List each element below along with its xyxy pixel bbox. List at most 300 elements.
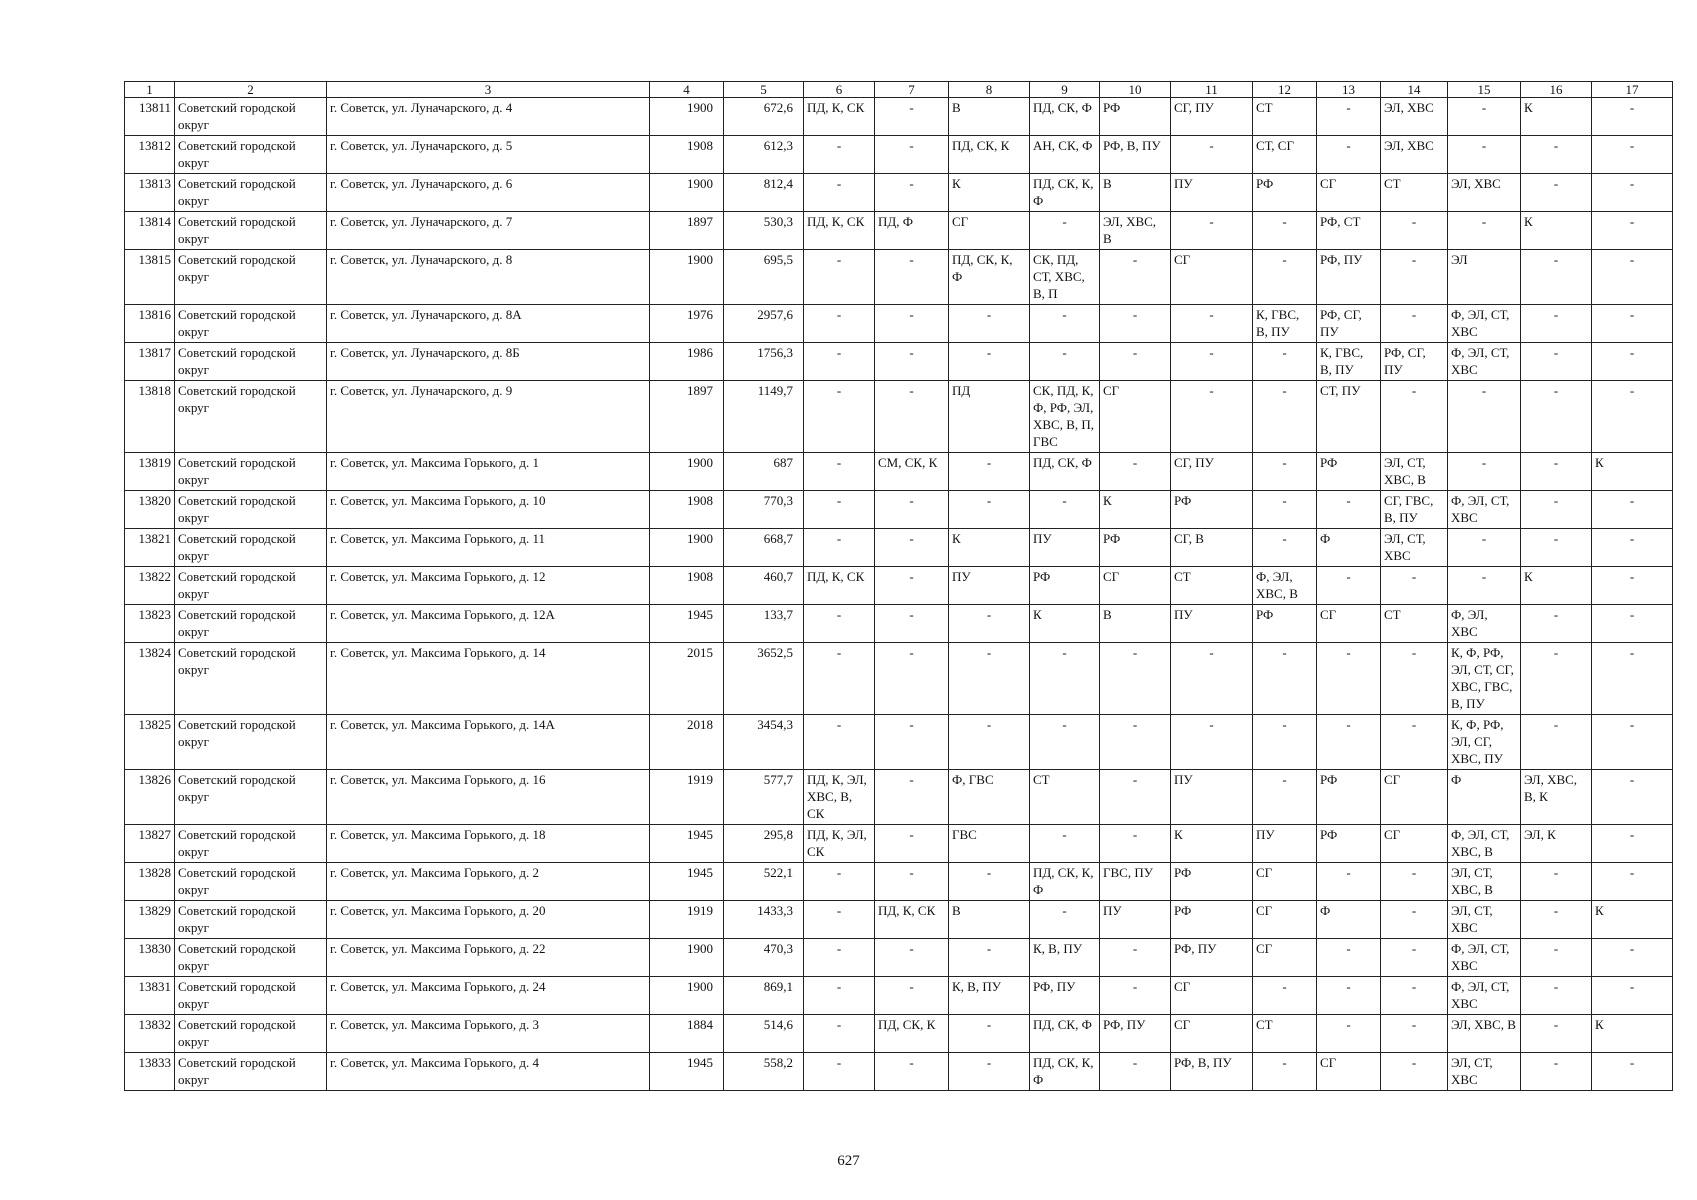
table-cell: РФ, СТ bbox=[1317, 212, 1381, 250]
table-cell: ПД, К, СК bbox=[804, 98, 875, 136]
table-cell: - bbox=[804, 901, 875, 939]
column-header: 2 bbox=[175, 82, 327, 98]
table-cell: К, ГВС, В, ПУ bbox=[1317, 343, 1381, 381]
table-cell: - bbox=[804, 863, 875, 901]
table-row bbox=[125, 174, 1673, 212]
table-cell: - bbox=[1030, 343, 1100, 381]
table-cell: К bbox=[1521, 567, 1592, 605]
table-cell: - bbox=[875, 977, 949, 1015]
table-cell: г. Советск, ул. Максима Горького, д. 14А bbox=[327, 715, 650, 770]
table-cell: - bbox=[1381, 1015, 1448, 1053]
table-cell: ПД, Ф bbox=[875, 212, 949, 250]
table-cell: - bbox=[875, 491, 949, 529]
table-cell: 13820 bbox=[125, 491, 175, 529]
table-cell: - bbox=[1253, 212, 1317, 250]
table-cell: 1919 bbox=[650, 770, 724, 825]
table-cell: - bbox=[1253, 715, 1317, 770]
table-cell: - bbox=[1100, 453, 1171, 491]
table-cell: 668,7 bbox=[724, 529, 804, 567]
column-header: 7 bbox=[875, 82, 949, 98]
table-cell: - bbox=[1592, 567, 1673, 605]
table-cell: - bbox=[804, 250, 875, 305]
table-row bbox=[125, 825, 1673, 863]
table-cell: СГ bbox=[1253, 863, 1317, 901]
table-row bbox=[125, 567, 1673, 605]
table-cell: СТ bbox=[1381, 605, 1448, 643]
table-cell: 1149,7 bbox=[724, 381, 804, 453]
table-row bbox=[125, 381, 1673, 453]
table-cell: - bbox=[949, 715, 1030, 770]
table-cell: ПД, К, СК bbox=[804, 212, 875, 250]
table-cell: - bbox=[1592, 343, 1673, 381]
table-cell: - bbox=[1592, 605, 1673, 643]
table-row bbox=[125, 529, 1673, 567]
table-cell: - bbox=[804, 174, 875, 212]
table-cell: - bbox=[949, 491, 1030, 529]
table-cell: ПУ bbox=[1253, 825, 1317, 863]
table-cell: - bbox=[1317, 939, 1381, 977]
table-cell: - bbox=[1448, 381, 1521, 453]
table-cell: - bbox=[1521, 1053, 1592, 1091]
table-cell: - bbox=[1592, 715, 1673, 770]
table-cell: г. Советск, ул. Максима Горького, д. 4 bbox=[327, 1053, 650, 1091]
table-cell: - bbox=[1592, 305, 1673, 343]
table-cell: Ф, ГВС bbox=[949, 770, 1030, 825]
table-cell: 1945 bbox=[650, 605, 724, 643]
table-cell: СГ bbox=[1253, 901, 1317, 939]
table-cell: - bbox=[875, 939, 949, 977]
table-cell: Ф, ЭЛ, СТ, ХВС, В bbox=[1448, 825, 1521, 863]
table-cell: г. Советск, ул. Луначарского, д. 4 bbox=[327, 98, 650, 136]
table-cell: ЭЛ, ХВС, В bbox=[1100, 212, 1171, 250]
table-cell: К bbox=[1592, 901, 1673, 939]
table-cell: - bbox=[1381, 901, 1448, 939]
table-cell: 695,5 bbox=[724, 250, 804, 305]
table-cell: - bbox=[1381, 567, 1448, 605]
table-cell: СТ bbox=[1253, 1015, 1317, 1053]
table-cell: ПД, СК, Ф bbox=[1030, 98, 1100, 136]
column-header: 11 bbox=[1171, 82, 1253, 98]
column-header: 10 bbox=[1100, 82, 1171, 98]
table-cell: - bbox=[1317, 1015, 1381, 1053]
table-cell: Советский городской округ bbox=[175, 381, 327, 453]
table-cell: СГ bbox=[1171, 977, 1253, 1015]
table-cell: - bbox=[804, 136, 875, 174]
table-cell: г. Советск, ул. Максима Горького, д. 10 bbox=[327, 491, 650, 529]
table-cell: 13831 bbox=[125, 977, 175, 1015]
table-cell: - bbox=[1521, 901, 1592, 939]
table-cell: ПУ bbox=[1171, 770, 1253, 825]
table-cell: К bbox=[1521, 98, 1592, 136]
table-cell: 1884 bbox=[650, 1015, 724, 1053]
table-cell: РФ bbox=[1100, 98, 1171, 136]
table-header bbox=[125, 82, 1673, 98]
table-cell: 1900 bbox=[650, 939, 724, 977]
table-cell: г. Советск, ул. Луначарского, д. 6 bbox=[327, 174, 650, 212]
column-header: 8 bbox=[949, 82, 1030, 98]
table-cell: г. Советск, ул. Максима Горького, д. 16 bbox=[327, 770, 650, 825]
column-header: 17 bbox=[1592, 82, 1673, 98]
table-row bbox=[125, 770, 1673, 825]
table-cell: К bbox=[1521, 212, 1592, 250]
table-cell: - bbox=[1448, 567, 1521, 605]
table-cell: Советский городской округ bbox=[175, 136, 327, 174]
table-cell: - bbox=[1253, 1053, 1317, 1091]
table-cell: 1919 bbox=[650, 901, 724, 939]
table-cell: ПУ bbox=[1171, 174, 1253, 212]
table-cell: ГВС, ПУ bbox=[1100, 863, 1171, 901]
column-header: 4 bbox=[650, 82, 724, 98]
table-cell: 770,3 bbox=[724, 491, 804, 529]
table-cell: - bbox=[1100, 1053, 1171, 1091]
table-cell: 460,7 bbox=[724, 567, 804, 605]
table-cell: - bbox=[1521, 491, 1592, 529]
table-cell: - bbox=[1317, 643, 1381, 715]
table-cell: - bbox=[1100, 715, 1171, 770]
table-cell: СК, ПД, СТ, ХВС, В, П bbox=[1030, 250, 1100, 305]
table-cell: СГ, ПУ bbox=[1171, 453, 1253, 491]
register-table bbox=[124, 81, 1673, 1091]
table-row bbox=[125, 491, 1673, 529]
table-row bbox=[125, 453, 1673, 491]
table-cell: 3652,5 bbox=[724, 643, 804, 715]
table-cell: 13827 bbox=[125, 825, 175, 863]
table-cell: - bbox=[1521, 381, 1592, 453]
table-cell: - bbox=[875, 770, 949, 825]
table-cell: 13816 bbox=[125, 305, 175, 343]
table-row bbox=[125, 305, 1673, 343]
table-cell: В bbox=[1100, 605, 1171, 643]
table-cell: - bbox=[1521, 977, 1592, 1015]
table-cell: - bbox=[1030, 715, 1100, 770]
table-cell: - bbox=[804, 491, 875, 529]
table-cell: 2957,6 bbox=[724, 305, 804, 343]
table-cell: ПД, СК, К bbox=[949, 136, 1030, 174]
table-cell: - bbox=[1100, 939, 1171, 977]
table-cell: Советский городской округ bbox=[175, 453, 327, 491]
table-cell: Советский городской округ bbox=[175, 98, 327, 136]
table-cell: Ф bbox=[1448, 770, 1521, 825]
table-cell: 13813 bbox=[125, 174, 175, 212]
table-cell: 869,1 bbox=[724, 977, 804, 1015]
table-cell: СГ bbox=[1317, 174, 1381, 212]
table-cell: - bbox=[1171, 305, 1253, 343]
table-cell: - bbox=[1100, 305, 1171, 343]
table-cell: ЭЛ, СТ, ХВС bbox=[1448, 1053, 1521, 1091]
table-row bbox=[125, 343, 1673, 381]
table-cell: - bbox=[1171, 381, 1253, 453]
table-cell: СГ bbox=[1253, 939, 1317, 977]
table-cell: г. Советск, ул. Максима Горького, д. 2 bbox=[327, 863, 650, 901]
table-cell: - bbox=[1381, 1053, 1448, 1091]
table-cell: - bbox=[1521, 343, 1592, 381]
table-row bbox=[125, 250, 1673, 305]
table-cell: Советский городской округ bbox=[175, 343, 327, 381]
table-cell: - bbox=[1100, 825, 1171, 863]
table-cell: 1433,3 bbox=[724, 901, 804, 939]
table-row bbox=[125, 863, 1673, 901]
table-cell: Советский городской округ bbox=[175, 1053, 327, 1091]
table-cell: 13814 bbox=[125, 212, 175, 250]
column-header: 5 bbox=[724, 82, 804, 98]
table-cell: 13817 bbox=[125, 343, 175, 381]
table-cell: - bbox=[875, 643, 949, 715]
table-cell: - bbox=[1171, 343, 1253, 381]
table-cell: - bbox=[804, 1015, 875, 1053]
table-row bbox=[125, 1015, 1673, 1053]
column-header: 1 bbox=[125, 82, 175, 98]
table-cell: - bbox=[1381, 977, 1448, 1015]
table-cell: г. Советск, ул. Луначарского, д. 9 bbox=[327, 381, 650, 453]
table-cell: - bbox=[1592, 212, 1673, 250]
table-cell: РФ bbox=[1171, 901, 1253, 939]
table-cell: - bbox=[1381, 250, 1448, 305]
table-cell: - bbox=[1171, 643, 1253, 715]
table-row bbox=[125, 605, 1673, 643]
table-cell: 13822 bbox=[125, 567, 175, 605]
table-cell: - bbox=[1592, 136, 1673, 174]
table-cell: 1900 bbox=[650, 98, 724, 136]
table-cell: ЭЛ, СТ, ХВС, В bbox=[1381, 453, 1448, 491]
column-header: 6 bbox=[804, 82, 875, 98]
table-cell: 1908 bbox=[650, 136, 724, 174]
table-cell: - bbox=[804, 715, 875, 770]
table-cell: К, В, ПУ bbox=[949, 977, 1030, 1015]
table-cell: Ф, ЭЛ, СТ, ХВС bbox=[1448, 491, 1521, 529]
table-cell: В bbox=[1100, 174, 1171, 212]
table-cell: - bbox=[949, 863, 1030, 901]
table-cell: Советский городской округ bbox=[175, 529, 327, 567]
table-cell: 1945 bbox=[650, 1053, 724, 1091]
table-cell: - bbox=[875, 174, 949, 212]
table-cell: - bbox=[804, 939, 875, 977]
table-cell: Ф bbox=[1317, 901, 1381, 939]
table-cell: г. Советск, ул. Максима Горького, д. 12 bbox=[327, 567, 650, 605]
table-cell: ПУ bbox=[1030, 529, 1100, 567]
table-cell: СТ, СГ bbox=[1253, 136, 1317, 174]
table-cell: 13819 bbox=[125, 453, 175, 491]
table-cell: ПУ bbox=[1100, 901, 1171, 939]
table-cell: - bbox=[875, 1053, 949, 1091]
table-cell: - bbox=[875, 863, 949, 901]
table-cell: - bbox=[1253, 770, 1317, 825]
table-cell: - bbox=[875, 715, 949, 770]
table-cell: В bbox=[949, 98, 1030, 136]
table-cell: 1756,3 bbox=[724, 343, 804, 381]
table-cell: г. Советск, ул. Максима Горького, д. 3 bbox=[327, 1015, 650, 1053]
table-cell: - bbox=[1521, 863, 1592, 901]
table-cell: - bbox=[1171, 136, 1253, 174]
table-cell: СГ, ГВС, В, ПУ bbox=[1381, 491, 1448, 529]
table-cell: - bbox=[1171, 715, 1253, 770]
table-cell: ПД, СК, Ф bbox=[1030, 453, 1100, 491]
table-cell: 13825 bbox=[125, 715, 175, 770]
table-cell: РФ bbox=[1253, 605, 1317, 643]
table-cell: - bbox=[1521, 1015, 1592, 1053]
table-cell: - bbox=[949, 305, 1030, 343]
table-cell: 687 bbox=[724, 453, 804, 491]
table-cell: СГ, ПУ bbox=[1171, 98, 1253, 136]
table-cell: СГ bbox=[1381, 770, 1448, 825]
table-body bbox=[125, 98, 1673, 1091]
table-cell: - bbox=[1448, 136, 1521, 174]
table-cell: 514,6 bbox=[724, 1015, 804, 1053]
table-cell: ПД, СК, Ф bbox=[1030, 1015, 1100, 1053]
table-cell: - bbox=[875, 305, 949, 343]
table-cell: - bbox=[1317, 715, 1381, 770]
table-cell: К, В, ПУ bbox=[1030, 939, 1100, 977]
table-cell: - bbox=[949, 1053, 1030, 1091]
table-cell: - bbox=[1592, 98, 1673, 136]
table-cell: 13812 bbox=[125, 136, 175, 174]
table-cell: 672,6 bbox=[724, 98, 804, 136]
table-cell: - bbox=[1592, 863, 1673, 901]
table-cell: ЭЛ, ХВС, В, К bbox=[1521, 770, 1592, 825]
table-cell: 13833 bbox=[125, 1053, 175, 1091]
table-cell: 1900 bbox=[650, 250, 724, 305]
table-cell: 13830 bbox=[125, 939, 175, 977]
table-cell: Советский городской округ bbox=[175, 212, 327, 250]
table-cell: - bbox=[1521, 305, 1592, 343]
table-cell: - bbox=[875, 605, 949, 643]
table-cell: Ф, ЭЛ, ХВС bbox=[1448, 605, 1521, 643]
table-cell: РФ bbox=[1100, 529, 1171, 567]
table-cell: ЭЛ bbox=[1448, 250, 1521, 305]
table-cell: ПД, СК, К, Ф bbox=[1030, 174, 1100, 212]
table-cell: К bbox=[949, 529, 1030, 567]
table-cell: - bbox=[1592, 825, 1673, 863]
table-cell: - bbox=[1521, 529, 1592, 567]
table-cell: - bbox=[1381, 715, 1448, 770]
table-cell: Ф, ЭЛ, СТ, ХВС bbox=[1448, 977, 1521, 1015]
table-cell: Советский городской округ bbox=[175, 939, 327, 977]
table-cell: Советский городской округ bbox=[175, 305, 327, 343]
table-cell: 13826 bbox=[125, 770, 175, 825]
table-cell: Ф bbox=[1317, 529, 1381, 567]
table-cell: ЭЛ, СТ, ХВС, В bbox=[1448, 863, 1521, 901]
table-cell: - bbox=[1253, 250, 1317, 305]
table-cell: г. Советск, ул. Максима Горького, д. 22 bbox=[327, 939, 650, 977]
table-cell: РФ bbox=[1253, 174, 1317, 212]
table-cell: Советский городской округ bbox=[175, 715, 327, 770]
table-cell: 13824 bbox=[125, 643, 175, 715]
table-cell: 812,4 bbox=[724, 174, 804, 212]
table-cell: В bbox=[949, 901, 1030, 939]
table-cell: К bbox=[1171, 825, 1253, 863]
table-cell: ЭЛ, СТ, ХВС bbox=[1381, 529, 1448, 567]
table-cell: - bbox=[1521, 605, 1592, 643]
table-cell: - bbox=[1253, 343, 1317, 381]
table-cell: Советский городской округ bbox=[175, 1015, 327, 1053]
table-cell: - bbox=[1100, 343, 1171, 381]
table-cell: 13828 bbox=[125, 863, 175, 901]
table-row bbox=[125, 212, 1673, 250]
table-cell: - bbox=[1030, 901, 1100, 939]
table-cell: - bbox=[875, 567, 949, 605]
table-row bbox=[125, 643, 1673, 715]
table-cell: - bbox=[1253, 381, 1317, 453]
table-cell: СТ bbox=[1381, 174, 1448, 212]
table-cell: - bbox=[1592, 491, 1673, 529]
table-cell: СТ, ПУ bbox=[1317, 381, 1381, 453]
table-cell: Ф, ЭЛ, ХВС, В bbox=[1253, 567, 1317, 605]
table-cell: СГ bbox=[949, 212, 1030, 250]
table-cell: РФ bbox=[1171, 491, 1253, 529]
table-cell: 1900 bbox=[650, 453, 724, 491]
table-cell: - bbox=[875, 343, 949, 381]
table-cell: - bbox=[1253, 977, 1317, 1015]
table-cell: - bbox=[1317, 491, 1381, 529]
table-cell: Советский городской округ bbox=[175, 174, 327, 212]
table-cell: 13811 bbox=[125, 98, 175, 136]
table-cell: Советский городской округ bbox=[175, 770, 327, 825]
table-cell: 577,7 bbox=[724, 770, 804, 825]
table-cell: 13823 bbox=[125, 605, 175, 643]
table-cell: ПД, К, ЭЛ, СК bbox=[804, 825, 875, 863]
table-cell: г. Советск, ул. Максима Горького, д. 1 bbox=[327, 453, 650, 491]
table-cell: г. Советск, ул. Луначарского, д. 8А bbox=[327, 305, 650, 343]
table-cell: - bbox=[1381, 863, 1448, 901]
table-cell: - bbox=[1448, 212, 1521, 250]
table-cell: К bbox=[1592, 453, 1673, 491]
table-cell: г. Советск, ул. Луначарского, д. 7 bbox=[327, 212, 650, 250]
column-number-row bbox=[125, 82, 1673, 98]
table-cell: - bbox=[804, 343, 875, 381]
table-cell: Ф, ЭЛ, СТ, ХВС bbox=[1448, 343, 1521, 381]
table-cell: - bbox=[1521, 643, 1592, 715]
table-cell: ЭЛ, СТ, ХВС bbox=[1448, 901, 1521, 939]
table-cell: - bbox=[1592, 250, 1673, 305]
table-row bbox=[125, 901, 1673, 939]
table-cell: - bbox=[1030, 825, 1100, 863]
table-cell: К, Ф, РФ, ЭЛ, СТ, СГ, ХВС, ГВС, В, ПУ bbox=[1448, 643, 1521, 715]
table-cell: Советский городской округ bbox=[175, 643, 327, 715]
table-cell: - bbox=[949, 1015, 1030, 1053]
table-cell: СТ bbox=[1253, 98, 1317, 136]
table-cell: - bbox=[875, 529, 949, 567]
table-cell: РФ, СГ, ПУ bbox=[1381, 343, 1448, 381]
table-cell: Ф, ЭЛ, СТ, ХВС bbox=[1448, 939, 1521, 977]
table-cell: ПД, К, ЭЛ, ХВС, В, СК bbox=[804, 770, 875, 825]
table-cell: - bbox=[1100, 250, 1171, 305]
table-cell: СГ bbox=[1100, 567, 1171, 605]
table-cell: СК, ПД, К, Ф, РФ, ЭЛ, ХВС, В, П, ГВС bbox=[1030, 381, 1100, 453]
table-cell: - bbox=[1253, 453, 1317, 491]
table-cell: - bbox=[1100, 643, 1171, 715]
table-cell: - bbox=[1448, 453, 1521, 491]
table-cell: 1945 bbox=[650, 825, 724, 863]
table-cell: ПУ bbox=[1171, 605, 1253, 643]
table-cell: 1900 bbox=[650, 174, 724, 212]
table-cell: г. Советск, ул. Максима Горького, д. 12А bbox=[327, 605, 650, 643]
table-cell: г. Советск, ул. Луначарского, д. 8 bbox=[327, 250, 650, 305]
table-cell: - bbox=[875, 250, 949, 305]
table-cell: РФ, СГ, ПУ bbox=[1317, 305, 1381, 343]
table-cell: - bbox=[1521, 715, 1592, 770]
table-cell: - bbox=[804, 605, 875, 643]
table-cell: - bbox=[1592, 174, 1673, 212]
table-cell: АН, СК, Ф bbox=[1030, 136, 1100, 174]
table-cell: СМ, СК, К bbox=[875, 453, 949, 491]
table-cell: - bbox=[1253, 529, 1317, 567]
table-cell: ПД, К, СК bbox=[804, 567, 875, 605]
table-cell: СГ bbox=[1317, 605, 1381, 643]
column-header: 12 bbox=[1253, 82, 1317, 98]
table-cell: 558,2 bbox=[724, 1053, 804, 1091]
table-cell: - bbox=[1100, 770, 1171, 825]
table-cell: - bbox=[804, 1053, 875, 1091]
table-cell: г. Советск, ул. Луначарского, д. 8Б bbox=[327, 343, 650, 381]
